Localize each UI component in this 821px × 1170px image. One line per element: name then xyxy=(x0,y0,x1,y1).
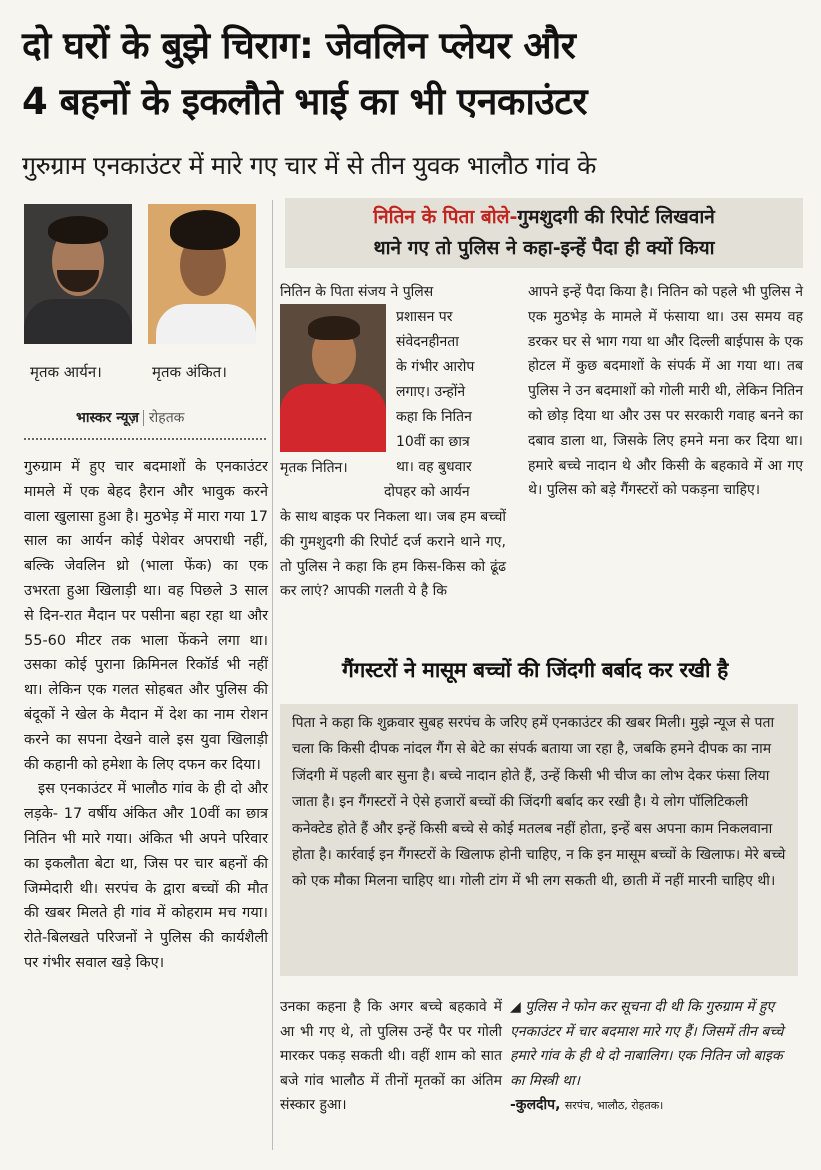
mid-line-3: संवेदनहीनता xyxy=(396,334,459,350)
mid-line-2: प्रशासन पर xyxy=(396,309,453,325)
gangsters-box: पिता ने कहा कि शुक्रवार सुबह सरपंच के जरिए हमें एनकाउंटर की खबर मिली। मुझे न्यूज से पता चला कि किसी दीपक नांदल गैंग से बेटे का संपर्क बताया जा रहा है, जबकि हमने दीपक का नाम जिंदगी में पहली बार सुना है। बच्चे नादान होते हैं, उन्हें किसी भी चीज का लोभ देकर फंसा लिया जाता है। इन गैंगस्टरों ने ऐसे हजारों बच्चों की जिंदगी बर्बाद कर रखी है। ये लोग पॉलिटिकली कनेक्टेड होते हैं और इन्हें किसी बच्चे से कोई मतलब नहीं होता, इन्हें बस अपना काम निकलवाना होता है। कार्रवाई इन गैंगस्टरों के खिलाफ होनी चाहिए, न कि इन मासूम बच्चों के खिलाफ। मेरे बच्चे को एक मौका मिलना चाहिए था। गोली टांग में भी लग सकती थी, छाती में नहीं मारनी चाहिए थी। xyxy=(280,704,798,976)
headline xyxy=(22,18,802,130)
headline-line-1: दो घरों के बुझे चिराग: जेवलिन प्लेयर और xyxy=(22,24,576,67)
left-paragraph-1: गुरुग्राम में हुए चार बदमाशों के एनकाउंटर मामले में एक बेहद हैरान और भावुक करने वाला खुलासा हुआ है। मुठभेड़ में मारा गया 17 साल का आर्यन कोई पेशेवर अपराधी नहीं, बल्कि जेवलिन थ्रो (भाला फेंक) का एक उभरता हुआ खिलाड़ी था। वह पिछले 3 साल से दिन-रात मैदान पर पसीना बहा रहा था और 55-60 मीटर तक भाला फेंकने लगा था। उसका कोई पुराना क्रिमिनल रिकॉर्ड भी नहीं था। लेकिन एक गलत सोहबत और पुलिस की बंदूकों ने खेल के मैदान में देश का नाम रोशन करने का सपना देखने वाले इस युवा खिलाड़ी की कहानी को हमेशा के लिए दफन कर दिया। xyxy=(24,459,268,773)
heading-red-part: नितिन के पिता बोले- xyxy=(373,206,518,228)
quote-signature-sub: सरपंच, भालौठ, रोहतक। xyxy=(564,1099,664,1113)
mid-line-5: लगाए। उन्होंने xyxy=(396,384,466,400)
byline-source: भास्कर न्यूज़ xyxy=(76,410,139,426)
byline xyxy=(76,408,184,427)
left-article-column xyxy=(24,455,268,976)
headline-line-2: 4 बहनों के इकलौते भाई का भी एनकाउंटर xyxy=(22,80,587,123)
mid-line-6: कहा कि नितिन xyxy=(396,409,472,425)
aryan-photo xyxy=(24,204,132,344)
nitin-caption: मृतक नितिन। xyxy=(280,460,348,476)
right-article-column: आपने इन्हें पैदा किया है। नितिन को पहले भी पुलिस ने एक मुठभेड़ के मामले में फंसाया था। उस समय वह डरकर घर से भाग गया था और दिल्ली बाईपास के एक होटल में कुछ बदमाशों के संपर्क में आ गया था। तब पुलिस ने उन बदमाशों को गोली मारी थी, लेकिन नितिन को छोड़ दिया था और उस पर सरकारी गवाह बनने का दबाव डाला था, जिसके लिए हमने मना कर दिया था। हमारे बच्चे नादान थे और किसी के बहकावे में आ गए थे। पुलिस को बड़े गैंगस्टरों को पकड़ना चाहिए। xyxy=(528,284,803,499)
mid-column-rest: के साथ बाइक पर निकला था। जब हम बच्चों की गुमशुदगी की रिपोर्ट दर्ज कराने थाने गए, तो पुलिस ने कहा कि हम किस-किस को ढूंढ कर लाएं? आपकी गलती ये है कि xyxy=(280,509,506,600)
left-paragraph-2: इस एनकाउंटर में भालौठ गांव के ही दो और लड़के- 17 वर्षीय अंकित और 10वीं का छात्र नितिन भी मारे गया। अंकित भी अपने परिवार का इकलौता बेटा था, जिस पर चार बहनों की जिम्मेदारी थी। सरपंच के द्वारा बच्चों की मौत की खबर मिलते ही गांव में कोहराम मच गया। रोते-बिलखते परिजनों ने पुलिस की कार्यशैली पर गंभीर सवाल खड़े किए। xyxy=(24,781,268,971)
sarpanch-quote xyxy=(510,995,800,1119)
subheadline: गुरुग्राम एनकाउंटर में मारे गए चार में से तीन युवक भालौठ गांव के xyxy=(22,151,596,180)
heading-rest-1: गुमशुदगी की रिपोर्ट लिखवाने xyxy=(517,206,715,228)
mid-line-8: था। वह बुधवार xyxy=(396,459,472,475)
mid-line-7: 10वीं का छात्र xyxy=(396,434,470,450)
ankit-photo xyxy=(148,204,256,344)
triangle-pointer-icon: ◢ xyxy=(510,999,526,1015)
aryan-caption: मृतक आर्यन। xyxy=(30,363,102,381)
gangsters-heading: गैंगस्टरों ने मासूम बच्चों की जिंदगी बर्बाद कर रखी है xyxy=(341,658,729,682)
ankit-caption: मृतक अंकित। xyxy=(152,363,227,381)
father-quote-heading xyxy=(285,198,803,268)
quote-signature: -कुलदीप, xyxy=(510,1097,561,1114)
mid-line-9: दोपहर को आर्यन xyxy=(384,484,470,500)
dotted-divider xyxy=(24,438,266,440)
bottom-mid-column: उनका कहना है कि अगर बच्चे बहकावे में आ भी गए थे, तो पुलिस उन्हें पैर पर गोली मारकर पकड़ सकती थी। वहीं शाम को सात बजे गांव भालौठ में तीनों मृतकों का अंतिम संस्कार हुआ। xyxy=(280,999,502,1114)
nitin-photo xyxy=(280,304,386,452)
mid-line-4: के गंभीर आरोप xyxy=(396,359,475,375)
byline-place: रोहतक xyxy=(143,410,185,426)
heading-rest-2: थाने गए तो पुलिस ने कहा-इन्हें पैदा ही क्यों किया xyxy=(373,237,715,259)
quote-text: पुलिस ने फोन कर सूचना दी थी कि गुरुग्राम में हुए एनकाउंटर में चार बदमाश मारे गए हैं। जिसमें तीन बच्चे हमारे गांव के ही थे दो नाबालिग। एक नितिन जो बाइक का मिस्त्री था। xyxy=(510,999,784,1089)
mid-line-1: नितिन के पिता संजय ने पुलिस xyxy=(280,284,434,300)
